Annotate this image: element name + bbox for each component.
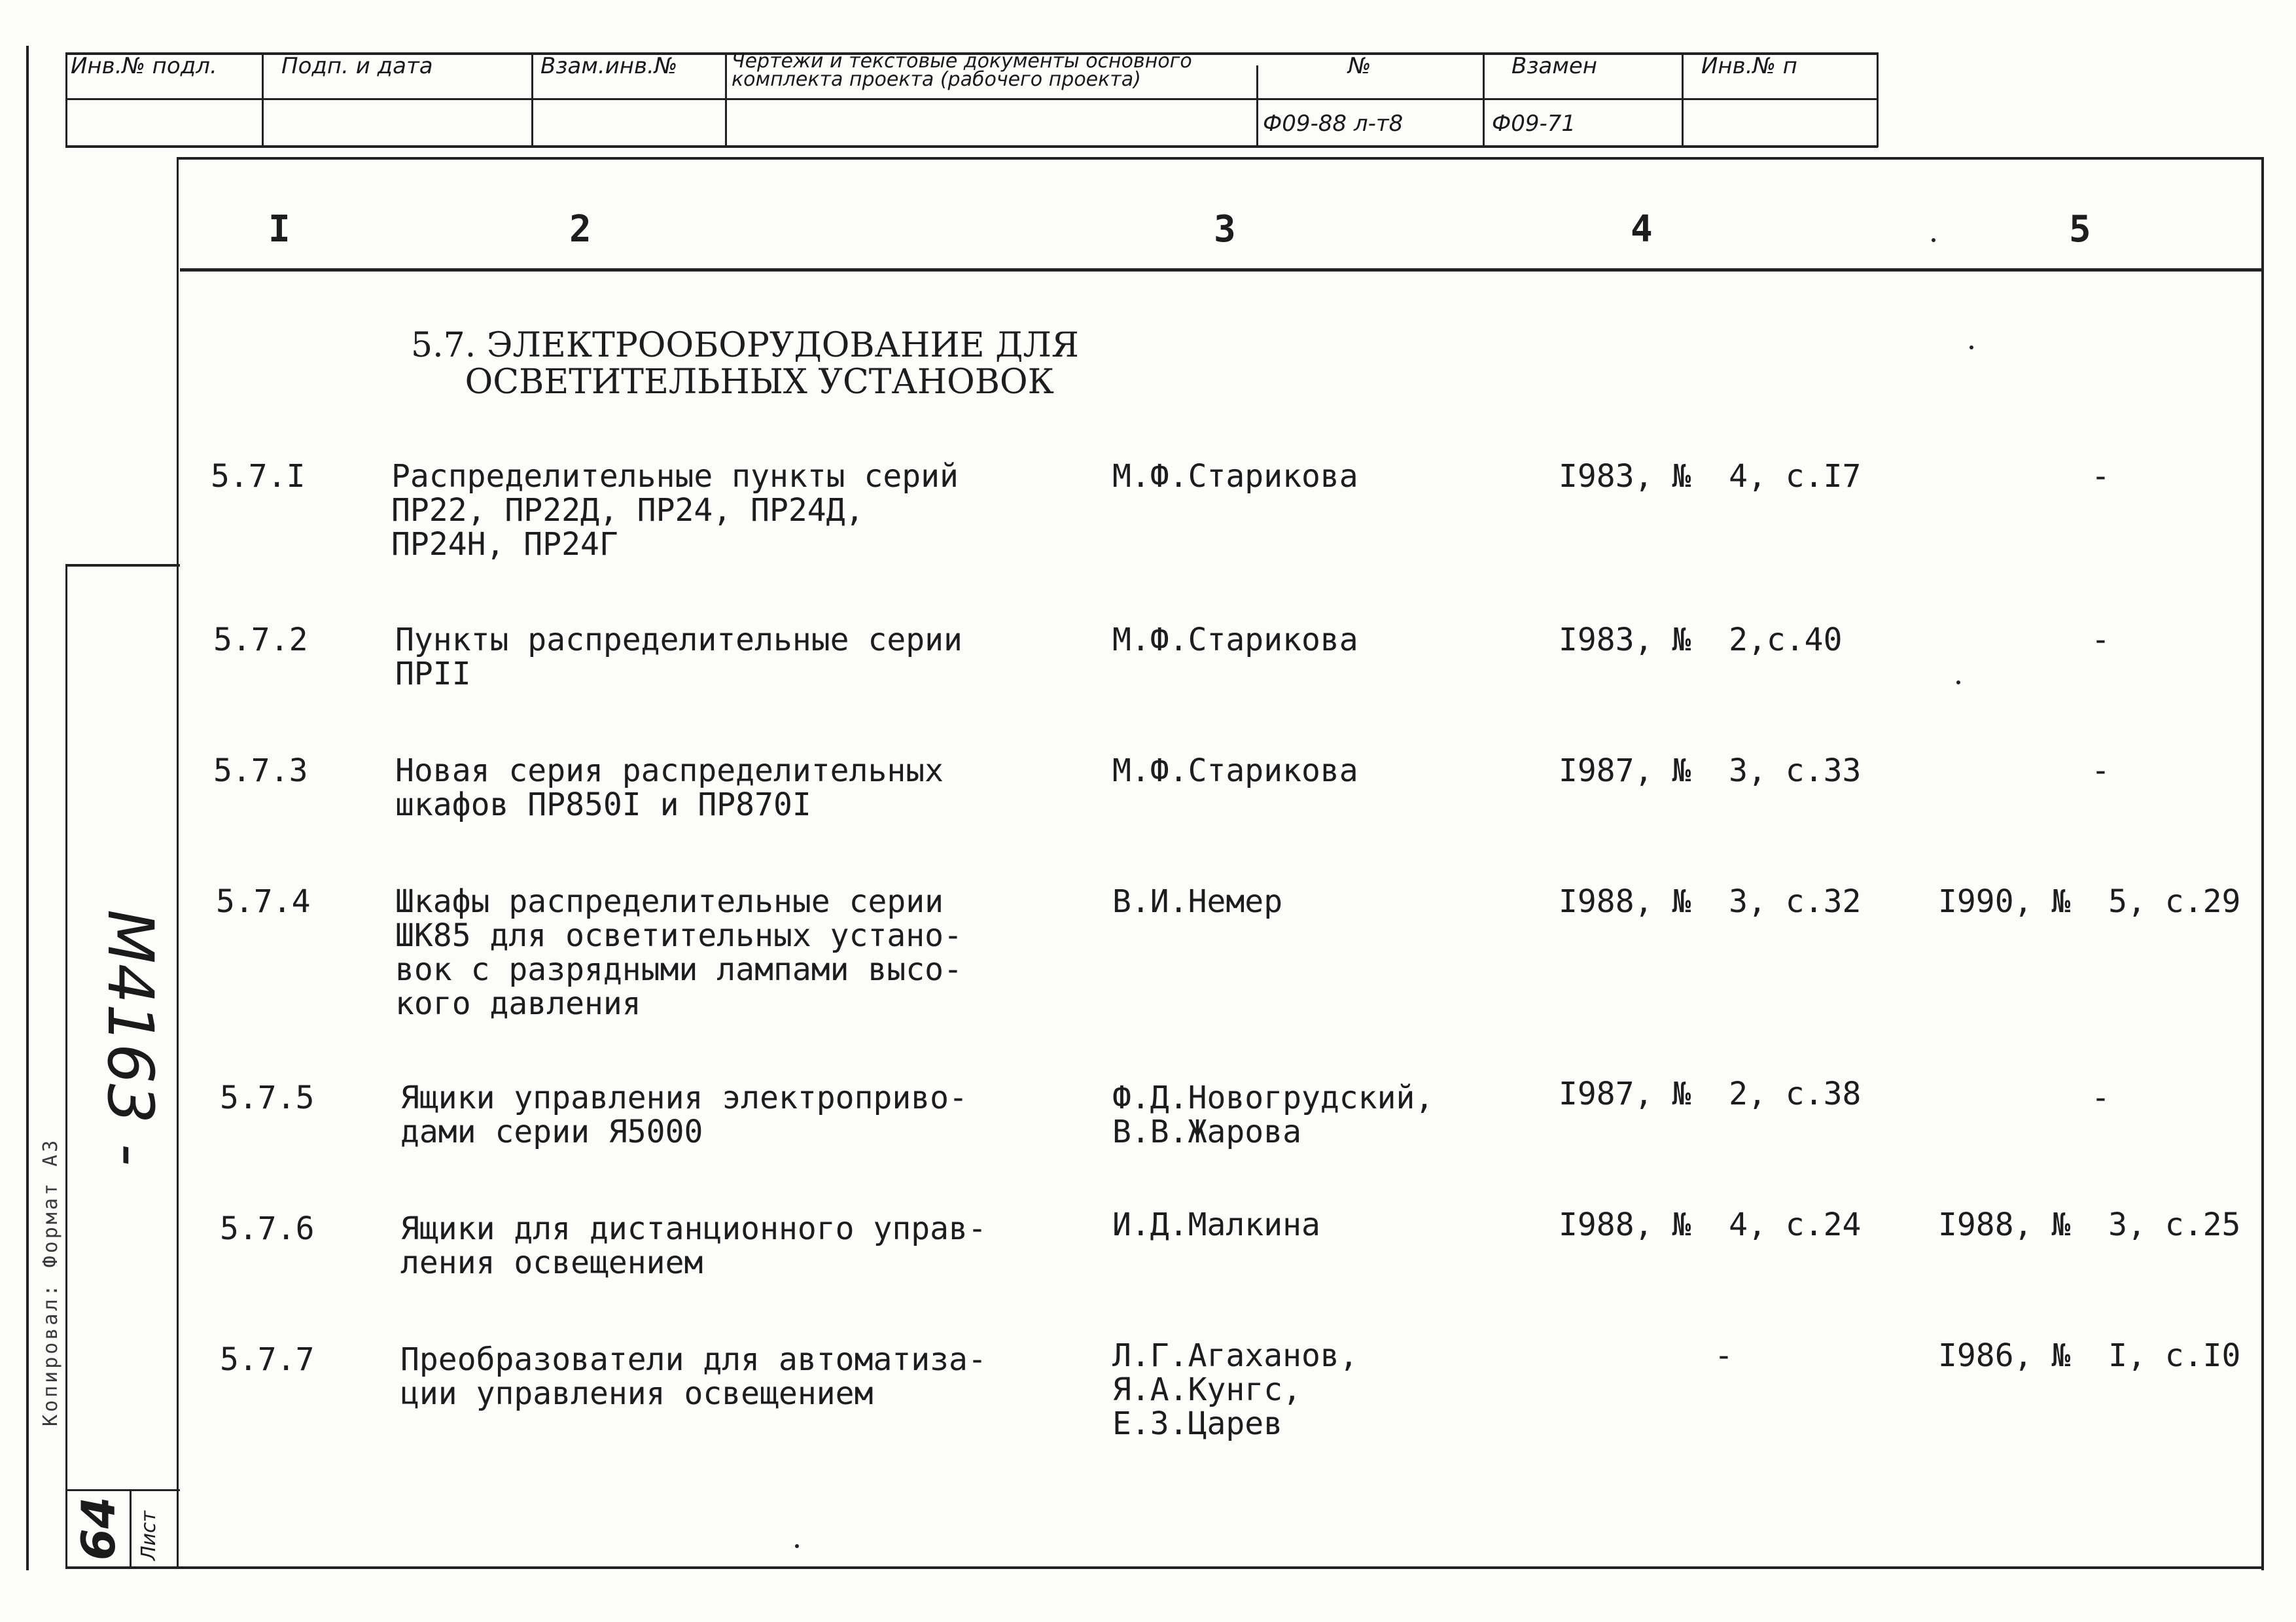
row-author: М.Ф.Старикова xyxy=(1112,458,1358,495)
stamp-inv-label: Инв.№ п xyxy=(1701,53,1797,79)
column-number-5: 5 xyxy=(2069,208,2091,251)
row-number: 5.7.7 xyxy=(220,1341,315,1378)
row-publication: I988, № 3, с.32 xyxy=(1559,883,1862,920)
row-author: М.Ф.Старикова xyxy=(1112,752,1358,789)
row-revision: I988, № 3, с.25 xyxy=(1938,1207,2241,1243)
row-publication: I987, № 2, с.38 xyxy=(1559,1076,1862,1112)
stamp-doc-code: Ф09-88 л-т8 xyxy=(1263,111,1404,137)
row-revision: - xyxy=(2091,458,2110,495)
scan-speck xyxy=(1956,680,1960,684)
row-author: В.И.Немер xyxy=(1112,883,1283,920)
row-title: Распределительные пункты серий ПР22, ПР22Д, ПР24, ПР24Д, ПР24Н, ПР24Г xyxy=(391,458,959,563)
row-title: Ящики управления электроприво- дами серии Я5000 xyxy=(400,1080,968,1150)
row-author: И.Д.Малкина xyxy=(1112,1207,1320,1243)
row-revision: I990, № 5, с.29 xyxy=(1938,883,2241,920)
row-number: 5.7.3 xyxy=(213,752,308,789)
row-number: 5.7.I xyxy=(211,458,306,495)
row-revision: - xyxy=(2091,622,2110,658)
stamp-doc-title: Чертежи и текстовые документы основного комплекта проекта (рабочего проекта) xyxy=(732,50,1192,91)
row-revision: - xyxy=(2091,1080,2110,1116)
scan-speck xyxy=(1969,345,1973,349)
stamp-sign-date-header: Подп. и дата xyxy=(281,53,433,79)
row-title: Пункты распределительные серии ПРII xyxy=(395,622,963,692)
stamp-vzam-inv-header: Взам.инв.№ xyxy=(540,53,678,79)
row-title: Новая серия распределительных шкафов ПР850I и ПР870I xyxy=(395,752,944,823)
row-revision: I986, № I, с.I0 xyxy=(1938,1337,2241,1374)
row-title: Шкафы распределительные серии ШК85 для осветительных устано- вок с разрядными лампами высо- кого давления xyxy=(395,883,963,1022)
column-number-1: I xyxy=(268,208,291,251)
scan-speck xyxy=(795,1544,799,1548)
scan-speck xyxy=(1932,238,1935,242)
row-number: 5.7.4 xyxy=(216,883,311,920)
stamp-zamen-code: Ф09-71 xyxy=(1492,111,1576,137)
handwritten-inventory-number: М4163 - xyxy=(94,909,167,1167)
row-publication: I983, № 4, с.I7 xyxy=(1559,458,1862,495)
row-author: Л.Г.Агаханов, Я.А.Кунгс, Е.З.Царев xyxy=(1112,1337,1358,1442)
column-number-3: 3 xyxy=(1214,208,1236,251)
row-number: 5.7.5 xyxy=(220,1080,315,1116)
row-title: Ящики для дистанционного управ- ления освещением xyxy=(400,1210,987,1281)
sheet-number: 64 xyxy=(72,1496,126,1560)
stamp-zamen-label: Взамен xyxy=(1511,53,1598,79)
row-number: 5.7.6 xyxy=(220,1210,315,1247)
row-publication: - xyxy=(1714,1337,1733,1374)
header-rule xyxy=(180,268,2264,272)
row-publication: I983, № 2,с.40 xyxy=(1559,622,1843,658)
row-number: 5.7.2 xyxy=(213,622,308,658)
row-title: Преобразователи для автоматиза- ции управления освещением xyxy=(400,1341,987,1412)
stamp-inv-no-header: Инв.№ подл. xyxy=(71,53,217,79)
stamp-doc-code-label: № xyxy=(1348,53,1371,79)
row-revision: - xyxy=(2091,752,2110,789)
row-publication: I987, № 3, с.33 xyxy=(1559,752,1862,789)
row-author: М.Ф.Старикова xyxy=(1112,622,1358,658)
sheet-label: Лист xyxy=(137,1510,160,1560)
vertical-copy-stamp: Копировал: Формат А3 xyxy=(39,1137,62,1426)
row-author: Ф.Д.Новогрудский, В.В.Жарова xyxy=(1112,1080,1434,1150)
section-title: 5.7. ЭЛЕКТРООБОРУДОВАНИЕ ДЛЯ ОСВЕТИТЕЛЬНЫХ УСТАНОВОК xyxy=(411,326,1079,402)
column-number-2: 2 xyxy=(569,208,592,251)
row-publication: I988, № 4, с.24 xyxy=(1559,1207,1862,1243)
column-number-4: 4 xyxy=(1631,208,1653,251)
